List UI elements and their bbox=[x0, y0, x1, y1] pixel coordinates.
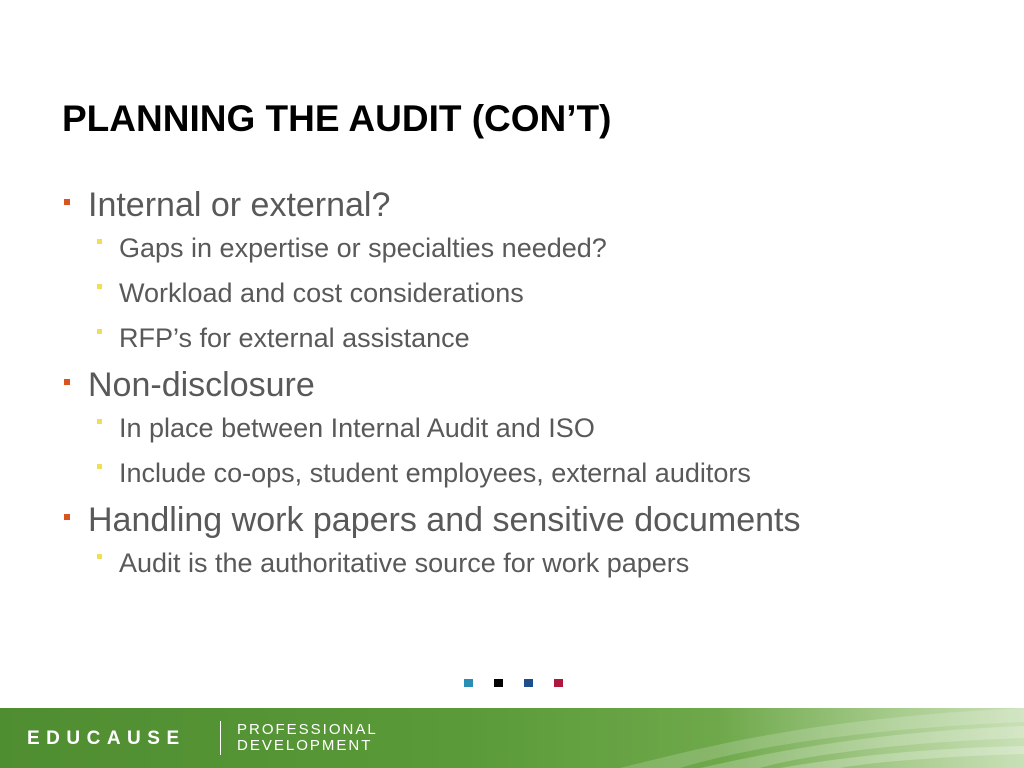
sub-bullet-item bbox=[60, 230, 960, 266]
sub-bullet-text: Gaps in expertise or specialties needed? bbox=[119, 233, 607, 263]
decor-dots bbox=[464, 679, 574, 687]
sub-line-2: DEVELOPMENT bbox=[237, 737, 373, 754]
bullet-item bbox=[60, 500, 960, 540]
educause-logo: EDUCAUSE bbox=[27, 728, 186, 749]
sub-bullet-square-icon bbox=[97, 464, 102, 469]
decor-dot bbox=[494, 679, 503, 687]
sub-bullet-square-icon bbox=[97, 284, 102, 289]
bullet-text: Internal or external? bbox=[88, 186, 391, 224]
bullet-text: Handling work papers and sensitive documents bbox=[88, 501, 801, 539]
sub-bullet-text: Workload and cost considerations bbox=[119, 278, 524, 308]
sub-bullet-text: In place between Internal Audit and ISO bbox=[119, 413, 595, 443]
professional-development-label bbox=[237, 722, 378, 754]
bullet-item bbox=[60, 185, 960, 225]
bullet-square-icon bbox=[64, 379, 70, 385]
sub-bullet-item bbox=[60, 275, 960, 311]
logo-divider bbox=[220, 721, 221, 755]
bullet-list bbox=[60, 185, 960, 590]
decor-dot bbox=[524, 679, 533, 687]
bullet-text: Non-disclosure bbox=[88, 366, 315, 404]
decor-dot bbox=[464, 679, 473, 687]
sub-bullet-text: Audit is the authoritative source for work papers bbox=[119, 548, 690, 578]
bullet-item bbox=[60, 365, 960, 405]
sub-bullet-square-icon bbox=[97, 239, 102, 244]
sub-line-1: PROFESSIONAL bbox=[237, 721, 378, 738]
sub-bullet-item bbox=[60, 455, 960, 491]
sub-bullet-item bbox=[60, 320, 960, 356]
footer-bar bbox=[0, 708, 1024, 768]
decor-dot bbox=[554, 679, 563, 687]
bullet-square-icon bbox=[64, 514, 70, 520]
sub-bullet-item bbox=[60, 545, 960, 581]
slide-title: PLANNING THE AUDIT (CON’T) bbox=[62, 98, 612, 139]
sub-bullet-text: Include co-ops, student employees, external auditors bbox=[119, 458, 751, 488]
bullet-square-icon bbox=[64, 199, 70, 205]
sub-bullet-square-icon bbox=[97, 329, 102, 334]
sub-bullet-square-icon bbox=[97, 419, 102, 424]
sub-bullet-text: RFP’s for external assistance bbox=[119, 323, 470, 353]
sub-bullet-item bbox=[60, 410, 960, 446]
sub-bullet-square-icon bbox=[97, 554, 102, 559]
